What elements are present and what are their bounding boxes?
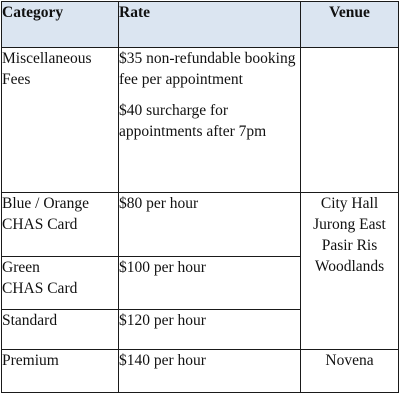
category-cell	[2, 193, 119, 257]
rate-cell	[119, 310, 301, 350]
rate-text: $35 non-refundable booking fee per appointment	[119, 50, 296, 88]
venue-text: City Hall	[320, 195, 379, 212]
venue-text: Pasir Ris	[321, 237, 378, 254]
category-text: Premium	[2, 352, 59, 369]
rates-table	[1, 1, 399, 393]
table-row	[2, 48, 399, 193]
header-rate: Rate	[119, 2, 301, 48]
rate-text: $100 per hour	[119, 259, 206, 276]
venue-text: Jurong East	[313, 216, 386, 233]
category-text: Miscellaneous	[2, 50, 92, 67]
category-text: CHAS Card	[2, 216, 78, 233]
rate-text: $80 per hour	[119, 195, 199, 212]
category-cell	[2, 350, 119, 393]
rate-cell	[119, 350, 301, 393]
category-text: Green	[2, 259, 40, 276]
rate-cell	[119, 257, 301, 310]
category-text: Standard	[2, 312, 58, 329]
table-row	[2, 193, 399, 257]
rate-cell	[119, 48, 301, 193]
venue-text: Novena	[325, 352, 374, 369]
rate-cell	[119, 193, 301, 257]
venue-cell-premium	[301, 350, 399, 393]
header-category: Category	[2, 2, 119, 48]
category-cell	[2, 48, 119, 193]
category-text: Fees	[2, 71, 31, 88]
category-cell	[2, 257, 119, 310]
venue-cell-shared	[301, 193, 399, 350]
venue-text: Woodlands	[314, 258, 385, 275]
venue-cell-empty	[301, 48, 399, 193]
category-cell	[2, 310, 119, 350]
header-venue: Venue	[301, 2, 399, 48]
rate-text: $40 surcharge for appointments after 7pm	[119, 102, 267, 140]
header-row	[2, 2, 399, 48]
category-text: Blue / Orange	[2, 195, 89, 212]
category-text: CHAS Card	[2, 280, 78, 297]
rate-text: $140 per hour	[119, 352, 206, 369]
table-row	[2, 350, 399, 393]
rate-text: $120 per hour	[119, 312, 206, 329]
